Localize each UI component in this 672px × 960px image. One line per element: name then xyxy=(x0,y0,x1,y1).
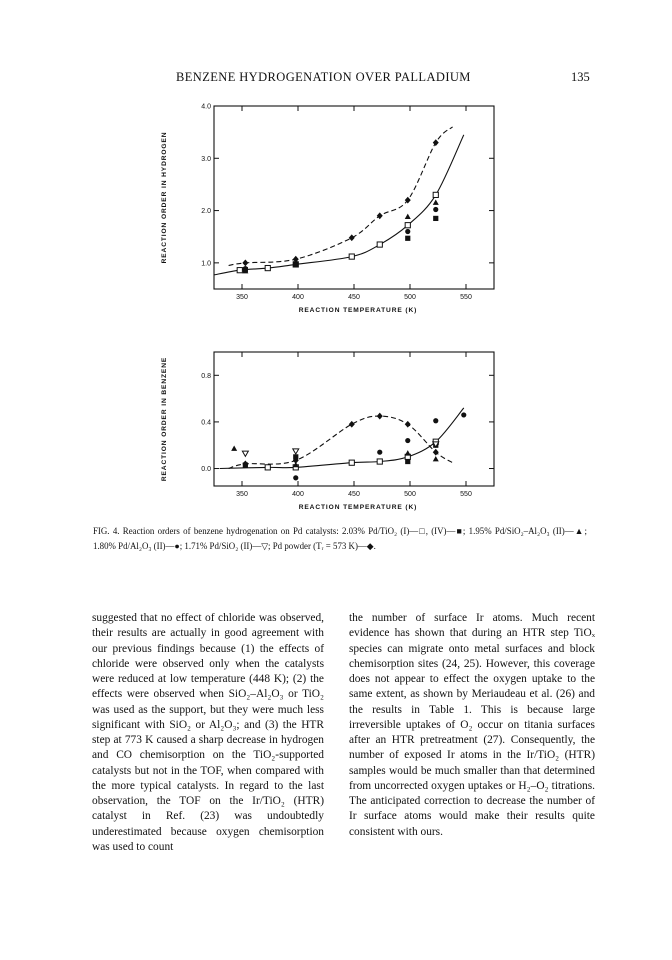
y-tick-label: 1.0 xyxy=(201,260,211,268)
open-square-marker xyxy=(265,265,270,270)
figure-caption: FIG. 4. Reaction orders of benzene hydrogenation on Pd catalysts: 2.03% Pd/TiO₂ (I)—□, (IV)—■; 1.95% Pd/SiO₂–Al₂O₃ (II)—▲; 1.80% Pd/Al₂O₃ (II)—●; 1.71% Pd/SiO₂ (II)—▽; Pd powder (Tᵣ = 573 K)—◆. xyxy=(93,526,587,551)
filled-circle-marker xyxy=(293,262,298,267)
filled-square-marker xyxy=(405,459,410,464)
y-axis-label: REACTION ORDER IN HYDROGEN xyxy=(161,131,168,264)
filled-triangle-marker xyxy=(433,456,439,461)
filled-circle-marker xyxy=(433,207,438,212)
y-tick-label: 4.0 xyxy=(201,103,211,111)
x-axis-label: REACTION TEMPERATURE (K) xyxy=(298,504,418,511)
open-square-marker xyxy=(349,460,354,465)
y-tick-label: 2.0 xyxy=(201,208,211,216)
y-tick-label: 0.8 xyxy=(201,372,211,380)
x-tick-label: 350 xyxy=(236,294,248,301)
filled-triangle-marker xyxy=(405,214,411,219)
filled-diamond-marker xyxy=(377,413,383,420)
x-tick-label: 500 xyxy=(404,491,416,498)
open-triangle-down-marker xyxy=(293,449,299,454)
dashed-fit-curve xyxy=(229,127,453,266)
open-square-marker xyxy=(265,465,270,470)
dashed-fit-curve xyxy=(229,416,453,468)
filled-diamond-marker xyxy=(349,421,355,428)
filled-circle-marker xyxy=(405,229,410,234)
filled-triangle-marker xyxy=(433,200,439,205)
filled-diamond-marker xyxy=(433,139,439,146)
x-axis-label: REACTION TEMPERATURE (K) xyxy=(298,307,418,314)
body-text-left: suggested that no effect of chloride was observed, their results are actually in good agreement with our previous findings because (1) the effects of chloride were observed only when the catalysts were reduced at low temperature (448 K); (2) the effects were observed when SiO₂–Al₂O₃ or TiO₂ was used as the support, but they were much less significant with SiO₂ or Al₂O₃; and (3) the HTR step at 773 K caused a sharp decrease in hydrogen and CO chemisorption on the TiO₂-supported catalysts but not in the TOF, when compared with the more typical catalysts. In regard to the last observation, the TOF on the Ir/TiO₂ (HTR) catalyst in Ref. (23) was undoubtedly underestimated because oxygen chemisorption was used to count xyxy=(92,612,324,853)
filled-diamond-marker xyxy=(349,234,355,241)
filled-diamond-marker xyxy=(405,421,411,428)
x-tick-label: 500 xyxy=(404,294,416,301)
filled-diamond-marker xyxy=(242,259,248,266)
x-tick-label: 400 xyxy=(292,294,304,301)
filled-circle-marker xyxy=(293,475,298,480)
open-triangle-down-marker xyxy=(242,451,248,456)
open-square-marker xyxy=(377,242,382,247)
filled-triangle-marker xyxy=(405,450,411,455)
filled-circle-marker xyxy=(243,266,248,271)
open-square-marker xyxy=(377,459,382,464)
body-column-left xyxy=(92,611,324,855)
filled-circle-marker xyxy=(433,418,438,423)
y-tick-label: 0.0 xyxy=(201,466,211,474)
x-tick-label: 400 xyxy=(292,491,304,498)
benzene-order-chart xyxy=(0,348,672,518)
body-column-right xyxy=(349,611,595,840)
open-square-marker xyxy=(433,192,438,197)
open-square-marker xyxy=(237,268,242,273)
x-tick-label: 550 xyxy=(460,294,472,301)
filled-triangle-marker xyxy=(231,446,237,451)
hydrogen-order-chart xyxy=(0,100,672,330)
y-tick-label: 0.4 xyxy=(201,419,211,427)
plot-frame xyxy=(214,352,494,486)
y-tick-label: 3.0 xyxy=(201,155,211,163)
open-square-marker xyxy=(349,254,354,259)
filled-circle-marker xyxy=(405,438,410,443)
filled-square-marker xyxy=(405,236,410,241)
open-square-marker xyxy=(405,223,410,228)
filled-diamond-marker xyxy=(377,212,383,219)
running-title: BENZENE HYDROGENATION OVER PALLADIUM xyxy=(176,70,471,84)
body-text-right: the number of surface Ir atoms. Much recent evidence has shown that during an HTR step TiOₓ species can migrate onto metal surfaces and block chemisorption sites (24, 25). However, this coverage does not appear to effect the oxygen uptake to the same extent, as shown by Meriaudeau et al. (26) and the results in Table 1. This is because large irreversible uptakes of O₂ occur on titania surfaces after an HTR pretreatment (27). Consequently, the number of exposed Ir atoms in the Ir/TiO₂ (HTR) samples would be much smaller than that determined from uncorrected oxygen uptakes or H₂–O₂ titrations. The anticipated correction to decrease the number of Ir surface atoms would make their results quite consistent with ours. xyxy=(349,612,595,838)
page-number: 135 xyxy=(571,70,590,84)
filled-circle-marker xyxy=(461,412,466,417)
filled-circle-marker xyxy=(377,450,382,455)
page-header xyxy=(0,70,672,90)
solid-fit-curve xyxy=(214,135,464,275)
filled-square-marker xyxy=(433,216,438,221)
y-axis-label: REACTION ORDER IN BENZENE xyxy=(161,356,168,482)
x-tick-label: 450 xyxy=(348,294,360,301)
x-tick-label: 550 xyxy=(460,491,472,498)
plot-frame xyxy=(214,106,494,289)
x-tick-label: 350 xyxy=(236,491,248,498)
x-tick-label: 450 xyxy=(348,491,360,498)
solid-fit-curve xyxy=(220,408,464,469)
